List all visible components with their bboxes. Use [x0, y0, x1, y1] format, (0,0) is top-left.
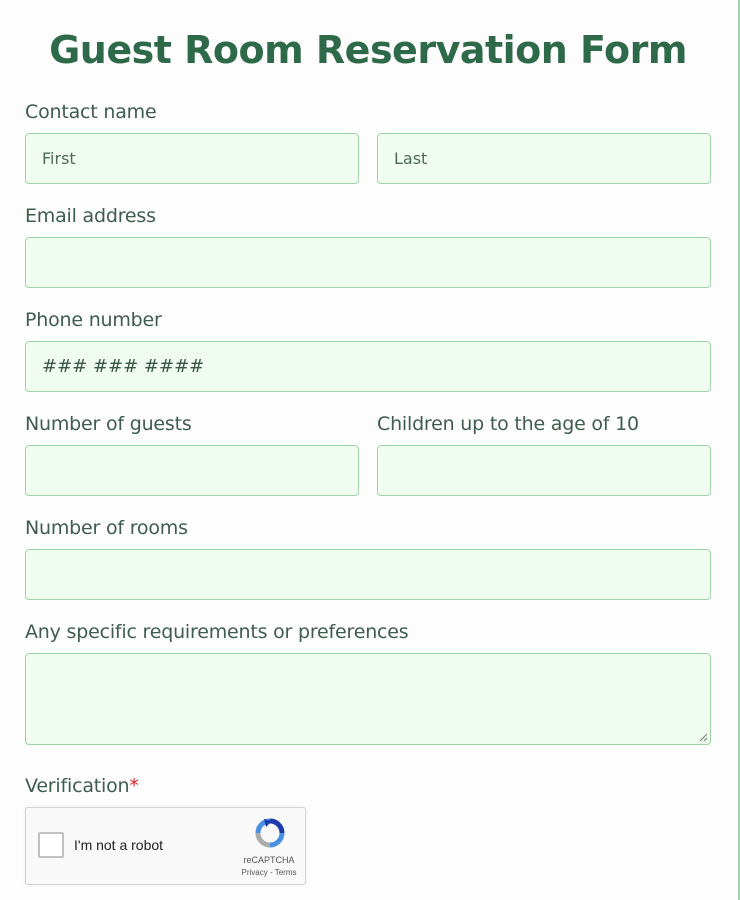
last-name-input[interactable] [378, 134, 710, 183]
rooms-label: Number of rooms [25, 517, 188, 539]
recaptcha-brand: reCAPTCHA [243, 855, 295, 865]
first-name-field[interactable] [25, 133, 359, 184]
recaptcha-privacy-terms[interactable]: Privacy - Terms [241, 868, 297, 877]
email-field[interactable] [25, 237, 711, 288]
phone-label: Phone number [25, 309, 162, 331]
recaptcha-widget [25, 807, 306, 885]
phone-field[interactable] [25, 341, 711, 392]
requirements-textarea[interactable] [26, 654, 710, 744]
rooms-input[interactable] [26, 550, 710, 599]
first-name-input[interactable] [26, 134, 358, 183]
resize-handle-icon[interactable] [699, 733, 708, 742]
recaptcha-checkbox[interactable] [38, 832, 64, 858]
email-input[interactable] [26, 238, 710, 287]
requirements-field[interactable] [25, 653, 711, 745]
children-label: Children up to the age of 10 [377, 413, 639, 435]
last-name-field[interactable] [377, 133, 711, 184]
required-asterisk: * [129, 775, 139, 797]
phone-input[interactable] [26, 342, 710, 391]
guests-input[interactable] [26, 446, 358, 495]
requirements-label: Any specific requirements or preferences [25, 621, 409, 643]
guests-label: Number of guests [25, 413, 192, 435]
guests-field[interactable] [25, 445, 359, 496]
children-input[interactable] [378, 446, 710, 495]
children-field[interactable] [377, 445, 711, 496]
verification-label-text: Verification [25, 775, 130, 797]
recaptcha-logo-icon [254, 817, 286, 849]
contact-name-label: Contact name [25, 101, 157, 123]
recaptcha-label: I'm not a robot [74, 837, 164, 853]
verification-label [25, 775, 139, 797]
rooms-field[interactable] [25, 549, 711, 600]
email-label: Email address [25, 205, 156, 227]
form-title: Guest Room Reservation Form [49, 28, 687, 72]
